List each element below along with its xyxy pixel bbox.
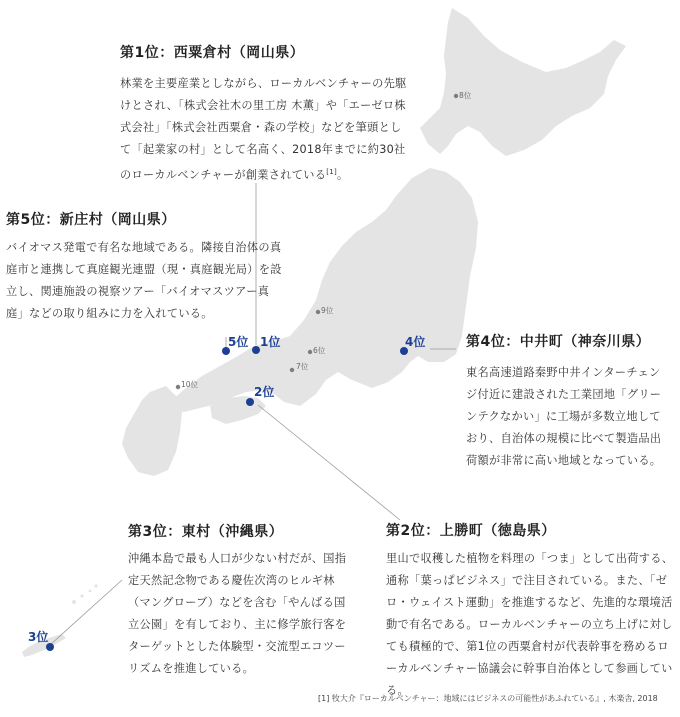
marker-rank9 bbox=[316, 310, 320, 314]
entry-desc-rank3: 沖縄本島で最も人口が少ない村だが、国指定天然記念物である慶佐次湾のヒルギ林（マングローブ）などを含む「やんばる国立公園」を有しており、主に修学旅行客をターゲットとした体験型・交流型エコツーリズムを推進している。 bbox=[128, 552, 347, 675]
footnote-ref: [1] bbox=[326, 168, 338, 176]
entry-desc-rank2: 里山で収穫した植物を料理の「つま」として出荷する、通称「葉っぱビジネス」で注目されている。また、「ゼロ・ウェイスト運動」を推進するなど、先進的な環境活動で有名である。ローカルベンチャーの立ち上げに対しても積極的で、第1位の西粟倉村が代表幹事を務めるローカルベンチャー協議会に幹事自治体として参画している。 bbox=[386, 552, 674, 697]
map-label-rank10: 10位 bbox=[181, 380, 199, 389]
entry-title-rank4: 第4位：中井町（神奈川県） bbox=[466, 334, 651, 350]
map-label-rank4: 4位 bbox=[405, 335, 426, 349]
marker-rank8 bbox=[454, 94, 458, 98]
map-label-rank2: 2位 bbox=[254, 385, 275, 399]
map-label-rank8: 8位 bbox=[459, 91, 472, 100]
kyushu-landmass bbox=[122, 386, 182, 476]
entry-desc-rank1: 林業を主要産業としながら、ローカルベンチャーの先駆けとされ、「株式会社木の里工房 木薫」や「エーゼロ株式会社」「株式会社西粟倉・森の学校」などを筆頭として「起業家の村」として名高く、2018年までに約30社のローカルベンチャーが創業されている[1]。 bbox=[120, 77, 407, 182]
footnote: [1] 牧大介『ローカルベンチャー：地域にはビジネスの可能性があふれている』, 木楽舎, 2018 bbox=[318, 694, 658, 703]
marker-rank1 bbox=[252, 346, 260, 354]
island-dot bbox=[94, 584, 97, 587]
marker-rank2 bbox=[246, 398, 254, 406]
island-dot bbox=[80, 594, 83, 597]
map-label-rank5: 5位 bbox=[228, 335, 249, 349]
hokkaido-landmass bbox=[420, 8, 626, 156]
island-dot bbox=[72, 600, 76, 604]
entry-desc-rank4: 東名高速道路秦野中井インターチェンジ付近に建設された工業団地「グリーンテクなかい」に工場が多数立地しており、自治体の規模に比べて製造品出荷額が非常に高い地域となっている。 bbox=[466, 366, 662, 467]
entry-title-rank5: 第5位：新庄村（岡山県） bbox=[6, 212, 176, 228]
map-label-rank1: 1位 bbox=[260, 335, 281, 349]
marker-rank10 bbox=[176, 385, 180, 389]
entry-title-rank1: 第1位：西粟倉村（岡山県） bbox=[120, 45, 305, 61]
entry-title-rank3: 第3位：東村（沖縄県） bbox=[128, 524, 284, 540]
entry-title-rank2: 第2位：上勝町（徳島県） bbox=[386, 523, 556, 539]
map-label-rank9: 9位 bbox=[321, 306, 334, 315]
marker-rank7 bbox=[290, 368, 294, 372]
marker-rank6 bbox=[308, 350, 312, 354]
leader-line-rank2 bbox=[258, 405, 400, 520]
island-dot bbox=[89, 590, 92, 593]
leader-line-rank3 bbox=[50, 580, 122, 645]
map-label-rank3: 3位 bbox=[28, 630, 49, 644]
map-label-rank7: 7位 bbox=[296, 362, 309, 371]
map-label-rank6: 6位 bbox=[313, 346, 326, 355]
entry-desc-rank5: バイオマス発電で有名な地域である。隣接自治体の真庭市と連携して真庭観光連盟（現・真庭観光局）を設立し、関連施設の視察ツアー「バイオマスツアー真庭」などの取り組みに力を入れている。 bbox=[6, 241, 282, 320]
